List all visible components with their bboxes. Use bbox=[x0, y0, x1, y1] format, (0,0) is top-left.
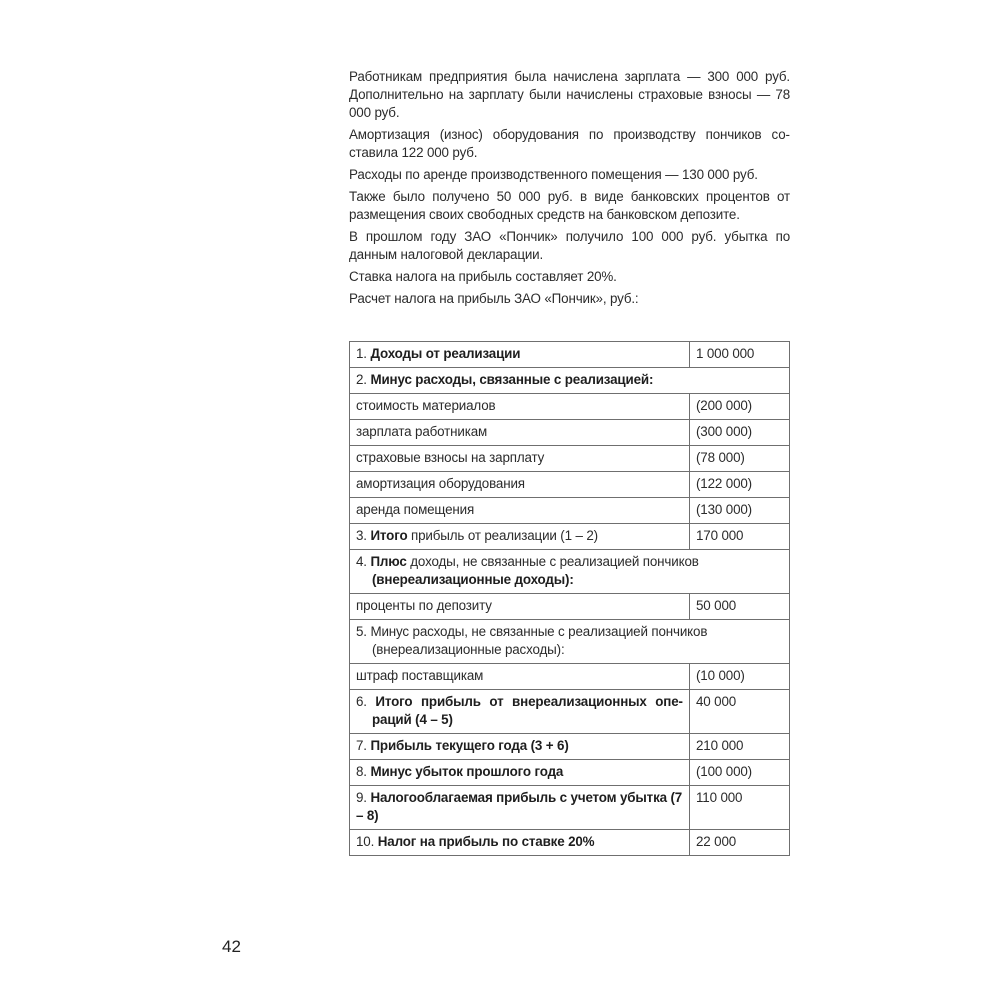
row-value: (100 000) bbox=[690, 760, 790, 786]
row-label: 4. Плюс доходы, не связанные с реализацией пончиков (внереализационные доходы): bbox=[350, 550, 790, 594]
row-value: 110 000 bbox=[690, 786, 790, 830]
row-label: аренда помещения bbox=[350, 498, 690, 524]
paragraph: Амортизация (износ) оборудования по производству пончиков составила 122 000 руб. bbox=[349, 127, 790, 160]
row-value: 22 000 bbox=[690, 830, 790, 856]
table-row bbox=[350, 498, 790, 524]
row-label: 1. Доходы от реализации bbox=[350, 342, 690, 368]
table-row bbox=[350, 394, 790, 420]
paragraph: Также было получено 50 000 руб. в виде банковских процентов от размещения своих свободных средств на банковском депозите. bbox=[349, 189, 790, 222]
table-row bbox=[350, 368, 790, 394]
row-label: амортизация оборудования bbox=[350, 472, 690, 498]
row-value: 40 000 bbox=[690, 690, 790, 734]
row-label: 8. Минус убыток прошлого года bbox=[350, 760, 690, 786]
row-label: 9. Налогооблагаемая прибыль с учетом убытка (7 – 8) bbox=[350, 786, 690, 830]
table-caption: Расчет налога на прибыль ЗАО «Пончик», руб.: bbox=[349, 291, 639, 306]
table-row bbox=[350, 734, 790, 760]
table-row bbox=[350, 786, 790, 830]
table-row bbox=[350, 550, 790, 594]
row-value: 170 000 bbox=[690, 524, 790, 550]
table-row bbox=[350, 342, 790, 368]
row-value: 1 000 000 bbox=[690, 342, 790, 368]
row-value: (300 000) bbox=[690, 420, 790, 446]
row-value: (130 000) bbox=[690, 498, 790, 524]
table-row bbox=[350, 620, 790, 664]
row-label: 7. Прибыль текущего года (3 + 6) bbox=[350, 734, 690, 760]
table-row bbox=[350, 446, 790, 472]
row-label: штраф поставщикам bbox=[350, 664, 690, 690]
row-label: 3. Итого прибыль от реализации (1 – 2) bbox=[350, 524, 690, 550]
row-label: 10. Налог на прибыль по ставке 20% bbox=[350, 830, 690, 856]
paragraph: Расходы по аренде производственного помещения — 130 000 руб. bbox=[349, 167, 758, 182]
row-label: проценты по депозиту bbox=[350, 594, 690, 620]
paragraph: Работникам предприятия была начислена зарплата — 300 000 руб. Дополнительно на зарплату были начислены страховые взносы — 78 000 руб. bbox=[349, 69, 790, 120]
table-row bbox=[350, 420, 790, 446]
row-label: стоимость материалов bbox=[350, 394, 690, 420]
table-row bbox=[350, 524, 790, 550]
row-label: 6. Итого прибыль от внереализационных операций (4 – 5) bbox=[350, 690, 690, 734]
table-row bbox=[350, 830, 790, 856]
row-label: 5. Минус расходы, не связанные с реализацией пончиков (внереализационные расходы): bbox=[350, 620, 790, 664]
paragraph: В прошлом году ЗАО «Пончик» получило 100 000 руб. убытка по данным налоговой декларации. bbox=[349, 229, 790, 262]
table-row bbox=[350, 472, 790, 498]
row-value: (10 000) bbox=[690, 664, 790, 690]
tax-calculation-table bbox=[349, 341, 790, 856]
table-row bbox=[350, 690, 790, 734]
row-value: (122 000) bbox=[690, 472, 790, 498]
paragraph: Ставка налога на прибыль составляет 20%. bbox=[349, 269, 617, 284]
row-label: страховые взносы на зарплату bbox=[350, 446, 690, 472]
row-value: (78 000) bbox=[690, 446, 790, 472]
row-value: 210 000 bbox=[690, 734, 790, 760]
table-row bbox=[350, 594, 790, 620]
row-label: 2. Минус расходы, связанные с реализацией: bbox=[350, 368, 790, 394]
page-number: 42 bbox=[222, 937, 241, 956]
body-text bbox=[349, 68, 790, 312]
row-value: 50 000 bbox=[690, 594, 790, 620]
table-row bbox=[350, 760, 790, 786]
row-label: зарплата работникам bbox=[350, 420, 690, 446]
table-row bbox=[350, 664, 790, 690]
row-value: (200 000) bbox=[690, 394, 790, 420]
